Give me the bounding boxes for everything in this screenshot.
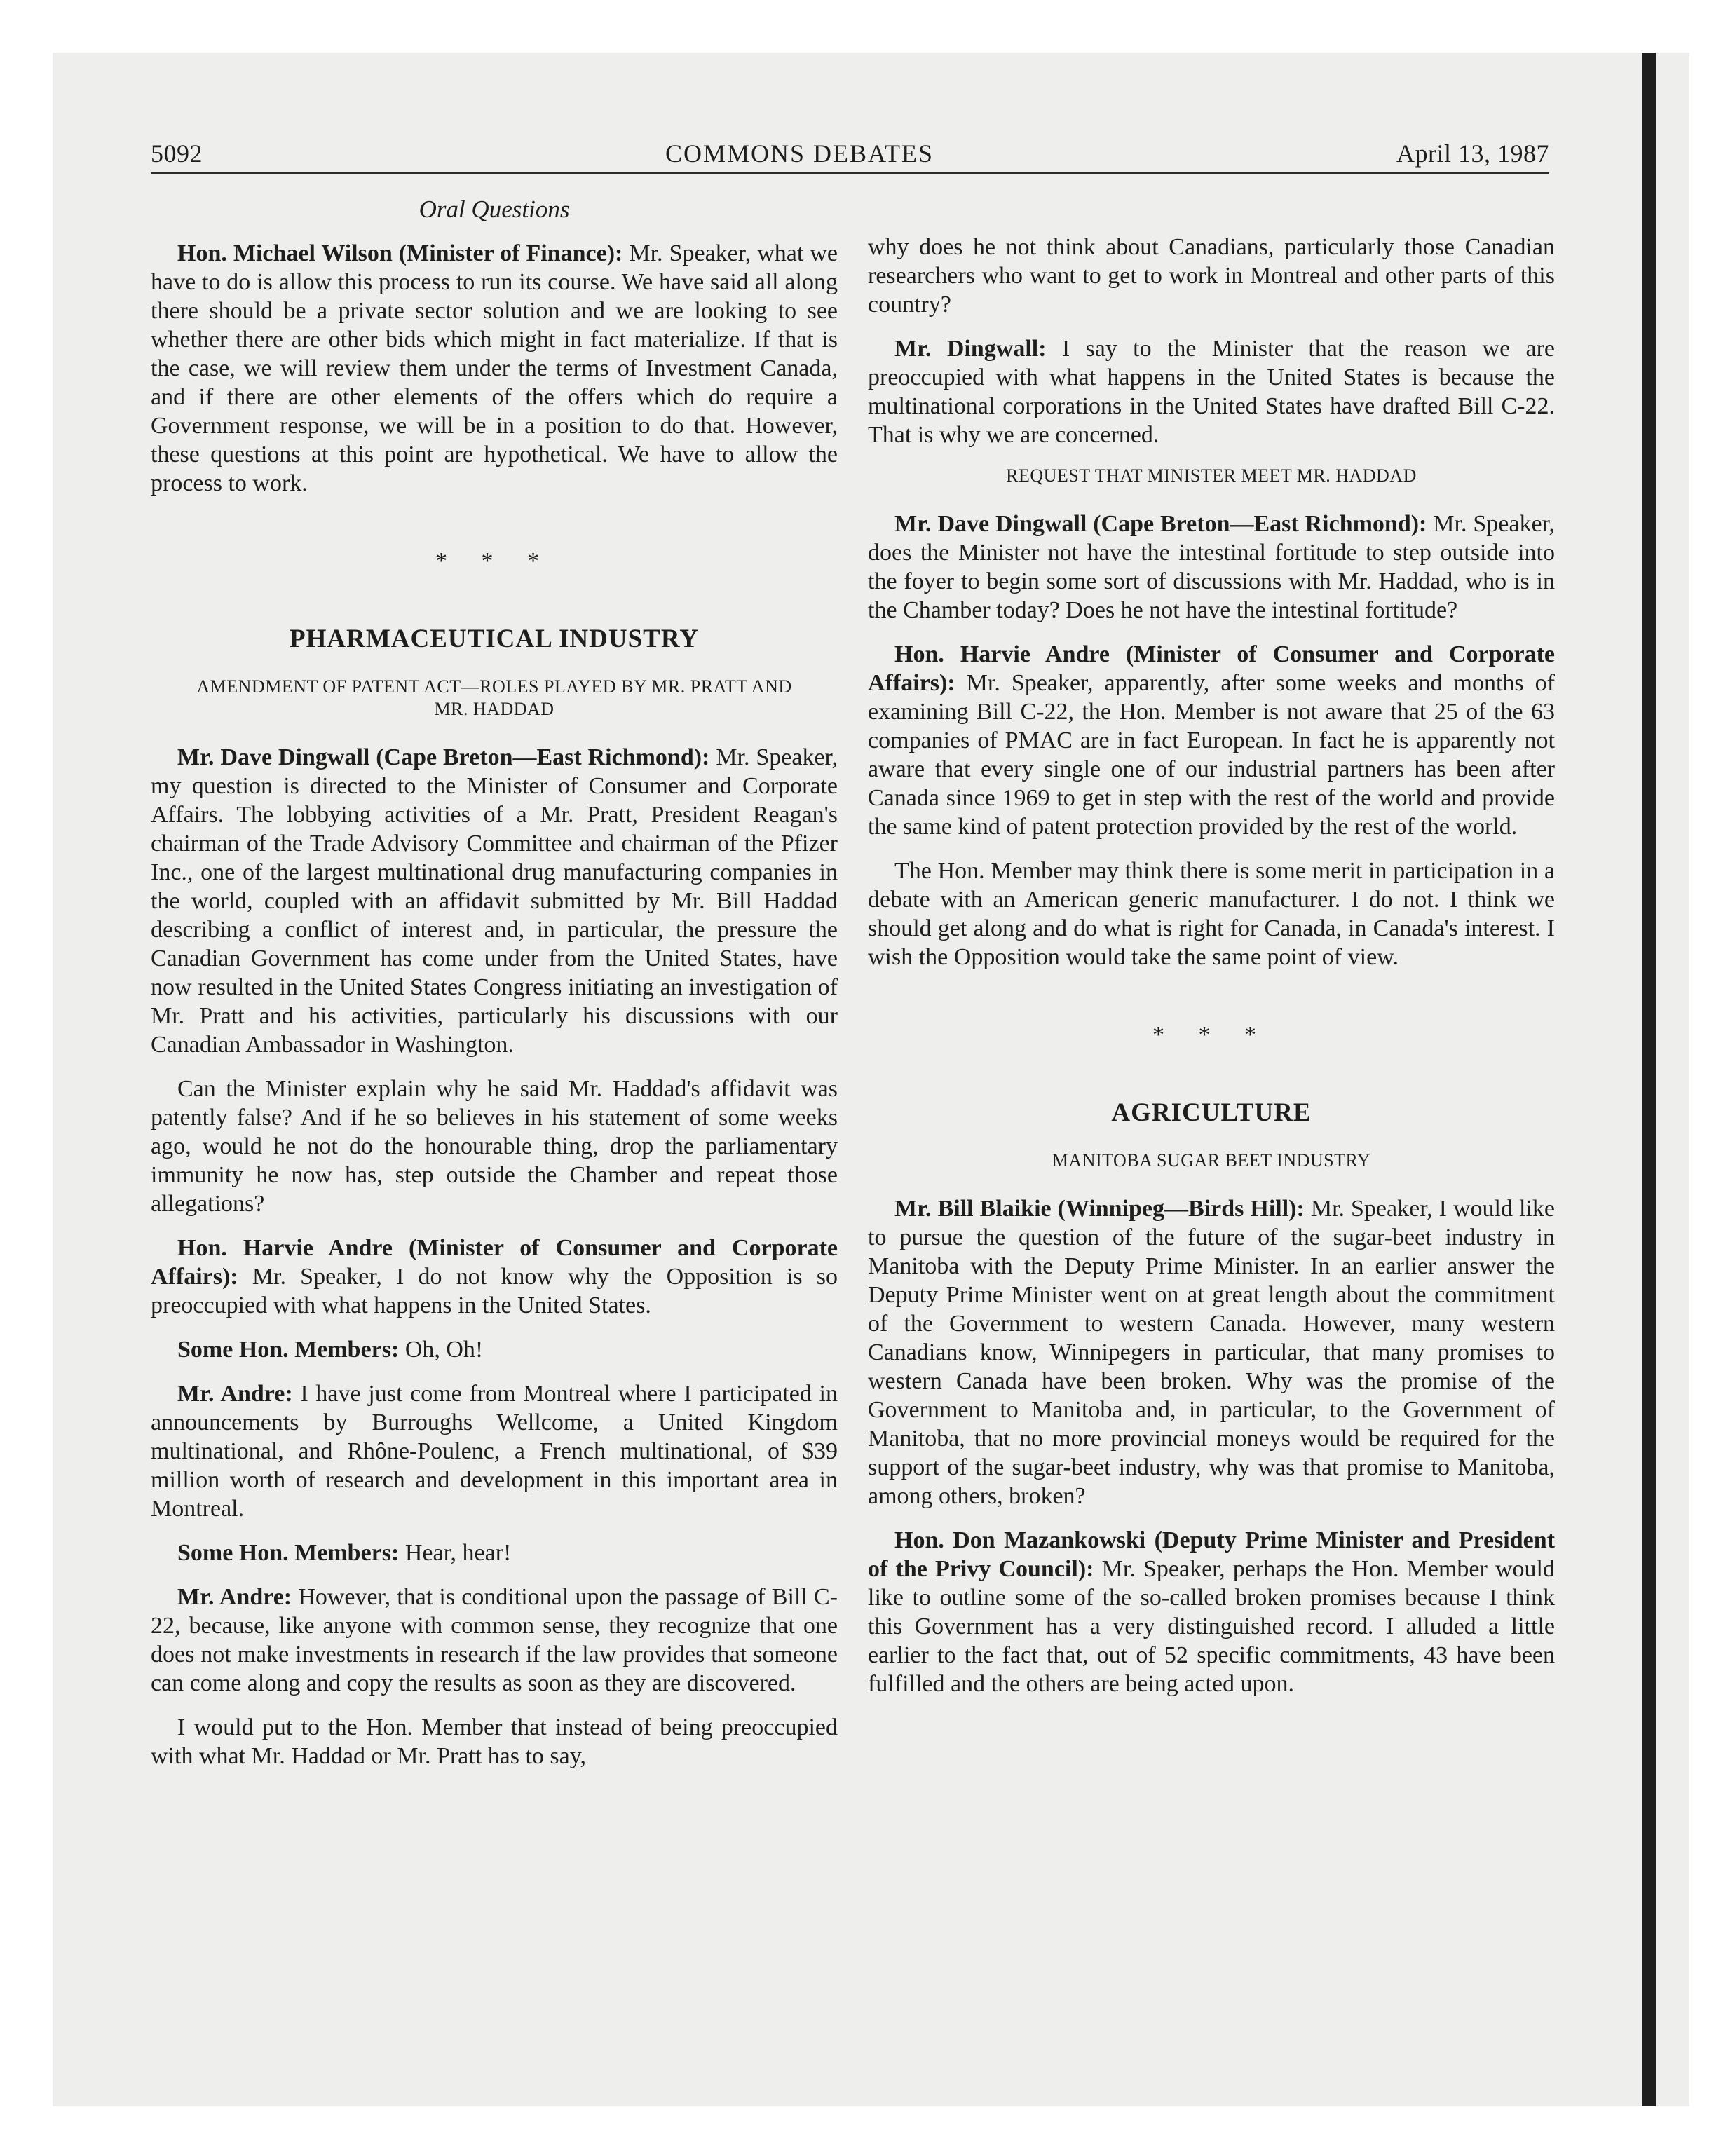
speech-paragraph <box>868 334 1555 449</box>
subsection-heading: MANITOBA SUGAR BEET INDUSTRY <box>1052 1150 1371 1171</box>
continuation-paragraph <box>868 857 1555 971</box>
left-column <box>151 189 838 1786</box>
speaker-name: Mr. Dave Dingwall (Cape Breton—East Richmond): <box>894 511 1427 537</box>
speech-text: The Hon. Member may think there is some merit in participation in a debate with an American generic manufacturer. I do not. I think we should get along and do what is right for Canada, in Canada's interest. I wish the Opposition would take the same point of view. <box>868 858 1555 970</box>
speech-text: Mr. Speaker, I would like to pursue the question of the future of the sugar-beet industry in Manitoba with the Deputy Prime Minister. In an earlier answer the Deputy Prime Minister went on at great length about the commitment of the Government to western Canada. However, many western Canadians know, Winnipegers in particular, that many promises to western Canada have been broken. Why was the promise of the Government to Manitoba and, in particular, to the Government of Manitoba, that no more provincial moneys would be required for the support of the sugar-beet industry, why was that promise to Manitoba, among others, broken? <box>868 1196 1555 1509</box>
speech-text: why does he not think about Canadians, particularly those Canadian researchers who want to get to work in Montreal and other parts of this country? <box>868 234 1555 318</box>
speech-paragraph <box>151 743 838 1059</box>
subsection-heading: AMENDMENT OF PATENT ACT—ROLES PLAYED BY MR. PRATT AND MR. HADDAD <box>196 676 792 719</box>
speech-paragraph <box>868 1194 1555 1510</box>
continuation-paragraph <box>151 1713 838 1770</box>
speaker-name: Mr. Dingwall: <box>894 336 1047 362</box>
continuation-paragraph <box>868 233 1555 319</box>
speech-paragraph <box>868 1526 1555 1698</box>
speaker-name: Hon. Harvie Andre (Minister of Consumer and Corporate Affairs): <box>868 641 1555 696</box>
speech-text: Mr. Speaker, my question is directed to the Minister of Consumer and Corporate Affairs. The lobbying activities of a Mr. Pratt, President Reagan's chairman of the Trade Advisory Committee and chairman of the Pfizer Inc., one of the largest multinational drug manufacturing companies in the world, coupled with an affidavit submitted by Mr. Bill Haddad describing a conflict of interest and, in particular, the pressure the Canadian Government has come under from the United States, have now resulted in the United States Congress initiating an investigation of Mr. Pratt and his activities, particularly his discussions with our Canadian Ambassador in Washington. <box>151 744 838 1058</box>
speaker-name: Mr. Bill Blaikie (Winnipeg—Birds Hill): <box>894 1196 1305 1222</box>
speaker-name: Hon. Michael Wilson (Minister of Finance): <box>177 240 623 266</box>
speech-text: I have just come from Montreal where I participated in announcements by Burroughs Wellcome, a United Kingdom multinational, and Rhône-Poulenc, a French multinational, of $39 million worth of research and development in this important area in Montreal. <box>151 1381 838 1522</box>
speech-paragraph <box>151 1379 838 1523</box>
speech-text: Mr. Speaker, does the Minister not have the intestinal fortitude to step outside into the foyer to begin some sort of discussions with Mr. Haddad, who is in the Chamber today? Does he not have the intestinal fortitude? <box>868 511 1555 623</box>
subsection-heading: REQUEST THAT MINISTER MEET MR. HADDAD <box>1006 465 1417 486</box>
section-heading: AGRICULTURE <box>1111 1098 1312 1127</box>
section-heading: PHARMACEUTICAL INDUSTRY <box>290 625 699 653</box>
publication-title: COMMONS DEBATES <box>665 139 934 168</box>
speech-text: Mr. Speaker, perhaps the Hon. Member would like to outline some of the so-called broken promises because I think this Government has a very distinguished record. I alluded a little earlier to the fact that, out of 52 specific commitments, 43 have been fulfilled and the others are being acted upon. <box>868 1556 1555 1697</box>
page-header <box>151 139 1549 174</box>
speech-text: Hear, hear! <box>399 1540 512 1566</box>
speech-text: Can the Minister explain why he said Mr. Haddad's affidavit was patently false? And if he so believes in his statement of some weeks ago, would he not do the honourable thing, drop the parliamentary immunity he now has, step outside the Chamber and repeat those allegations? <box>151 1076 838 1217</box>
speech-text: Mr. Speaker, I do not know why the Opposition is so preoccupied with what happens in the United States. <box>151 1264 838 1318</box>
speech-paragraph <box>151 239 838 498</box>
speech-paragraph <box>151 1583 838 1698</box>
speaker-name: Mr. Andre: <box>177 1381 293 1407</box>
speech-text: However, that is conditional upon the passage of Bill C-22, because, like anyone with common sense, they recognize that one does not make investments in research if the law provides that someone can come along and copy the results as soon as they are discovered. <box>151 1584 838 1696</box>
speaker-name: Hon. Harvie Andre (Minister of Consumer and Corporate Affairs): <box>151 1235 838 1290</box>
page-number: 5092 <box>151 139 203 168</box>
right-column <box>868 233 1555 1714</box>
speaker-name: Mr. Dave Dingwall (Cape Breton—East Richmond): <box>177 744 710 770</box>
speech-text: I say to the Minister that the reason we are preoccupied with what happens in the United States is because the multinational corporations in the United States have drafted Bill C-22. That is why we are concerned. <box>868 336 1555 448</box>
running-head: Oral Questions <box>419 196 570 223</box>
speech-paragraph <box>151 1538 838 1567</box>
speech-paragraph <box>868 510 1555 625</box>
speech-text: I would put to the Hon. Member that instead of being preoccupied with what Mr. Haddad or Mr. Pratt has to say, <box>151 1714 838 1769</box>
speaker-name: Some Hon. Members: <box>177 1337 400 1363</box>
speaker-name: Mr. Andre: <box>177 1584 292 1610</box>
speech-paragraph <box>151 1234 838 1320</box>
section-separator: * * * <box>1152 1022 1270 1048</box>
scan-edge-bar <box>1642 53 1656 2106</box>
speech-text: Mr. Speaker, apparently, after some weeks and months of examining Bill C-22, the Hon. Member is not aware that 25 of the 63 companies of PMAC are in fact European. In fact he is apparently not aware that every single one of our industrial partners has been after Canada since 1969 to get in step with the rest of the world and provide the same kind of patent protection provided by the rest of the world. <box>868 670 1555 840</box>
speech-paragraph <box>868 640 1555 841</box>
speech-text: Mr. Speaker, what we have to do is allow this process to run its course. We have said all along there should be a private sector solution and we are looking to see whether there are other bids which might in fact materialize. If that is the case, we will review them under the terms of Investment Canada, and if there are other elements of the offers which do require a Government response, we will be in a position to do that. However, these questions at this point are hypothetical. We have to allow the process to work. <box>151 240 838 496</box>
speech-paragraph <box>151 1335 838 1364</box>
speech-text: Oh, Oh! <box>399 1337 484 1363</box>
continuation-paragraph <box>151 1074 838 1218</box>
speaker-name: Hon. Don Mazankowski (Deputy Prime Minister and President of the Privy Council): <box>868 1527 1555 1582</box>
speaker-name: Some Hon. Members: <box>177 1540 400 1566</box>
section-separator: * * * <box>435 548 553 574</box>
issue-date: April 13, 1987 <box>1396 139 1549 168</box>
